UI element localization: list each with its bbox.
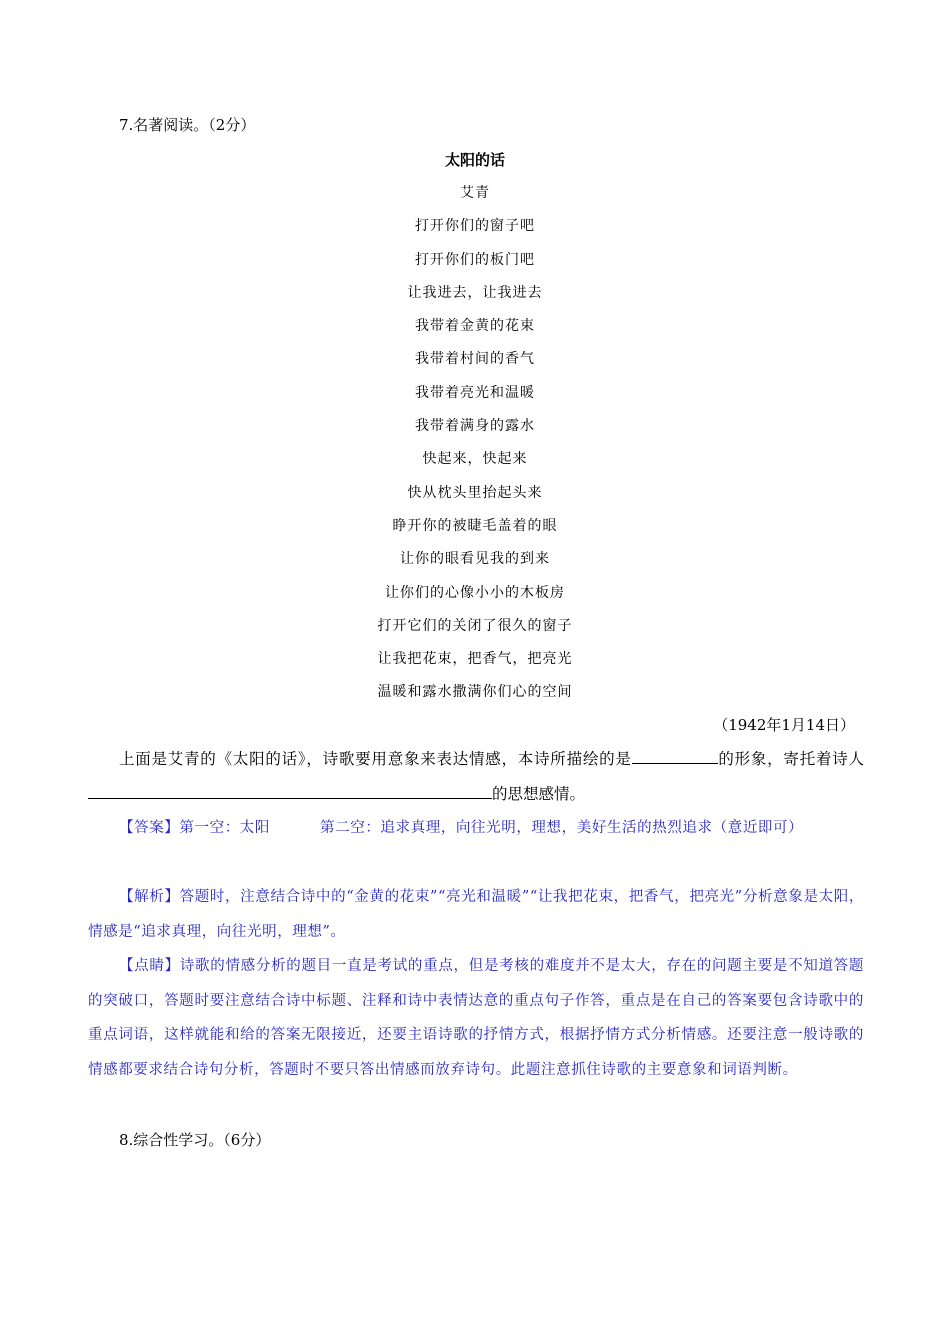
question-text-part3: 的思想感情。 — [492, 784, 586, 803]
poem-line: 让你们的心像小小的木板房 — [385, 584, 565, 601]
answer-label: 【答案】 — [119, 820, 180, 836]
answer-block — [88, 811, 864, 846]
poem-line: 我带着满身的露水 — [415, 418, 535, 435]
analysis-label: 【解析】 — [119, 889, 180, 905]
poem-line: 让你的眼看见我的到来 — [400, 551, 550, 568]
poem-line: 让我把花束，把香气，把亮光 — [377, 651, 573, 668]
tip-label: 【点睛】 — [119, 958, 180, 974]
question-text-part2: 的形象，寄托着诗人 — [717, 750, 864, 768]
question-7-heading: 7.名著阅读。（2分） — [119, 116, 256, 134]
answer-second-blank: 第二空：追求真理，向往光明，理想，美好生活的热烈追求（意近即可） — [320, 820, 804, 836]
answer-blank-2[interactable] — [88, 780, 492, 799]
poem-author: 艾青 — [460, 185, 490, 201]
poem-line: 打开它们的关闭了很久的窗子 — [377, 617, 573, 634]
poem-line: 快起来，快起来 — [422, 451, 528, 468]
poem-line: 我带着亮光和温暖 — [415, 384, 535, 401]
tip-text: 诗歌的情感分析的题目一直是考试的重点，但是考核的难度并不是太大，存在的问题主要是不知道答题的突破口，答题时要注意结合诗中标题、注释和诗中表情达意的重点句子作答，重点是在自己的答案要包含诗歌中的重点词语，这样就能和给的答案无限接近，还要主语诗歌的抒情方式，根据抒情方式分析情感。还要注意一般诗歌的情感都要求结合诗句分析，答题时不要只答出情感而放弃诗句。此题注意抓住诗歌的主要意象和词语判断。 — [88, 958, 864, 1078]
poem-line: 打开你们的窗子吧 — [415, 218, 535, 235]
poem-date: （1942年1月14日） — [713, 716, 855, 734]
analysis-text: 答题时，注意结合诗中的“金黄的花束”“亮光和温暖”“让我把花束，把香气，把亮光”分析意象是太阳，情感是“追求真理，向往光明，理想”。 — [88, 889, 864, 940]
analysis-block — [88, 880, 864, 949]
poem-line: 快从枕头里抬起头来 — [407, 484, 543, 501]
question-8-heading: 8.综合性学习。（6分） — [119, 1131, 271, 1149]
poem-title: 太阳的话 — [444, 151, 505, 169]
answer-first-blank: 第一空：太阳 — [179, 820, 271, 836]
poem-line: 睁开你的被睫毛盖着的眼 — [392, 517, 558, 534]
poem-line: 让我进去，让我进去 — [407, 284, 543, 301]
poem-line: 我带着金黄的花束 — [415, 318, 535, 335]
poem-line: 我带着村间的香气 — [415, 351, 535, 368]
poem-line: 温暖和露水撒满你们心的空间 — [377, 684, 573, 701]
answer-blank-1[interactable] — [632, 745, 718, 764]
tip-block — [88, 949, 864, 1087]
poem-line: 打开你们的板门吧 — [415, 251, 535, 268]
question-text — [88, 742, 864, 811]
poem — [0, 148, 950, 714]
question-text-part1: 上面是艾青的《太阳的话》，诗歌要用意象来表达情感，本诗所描绘的是 — [119, 750, 632, 768]
